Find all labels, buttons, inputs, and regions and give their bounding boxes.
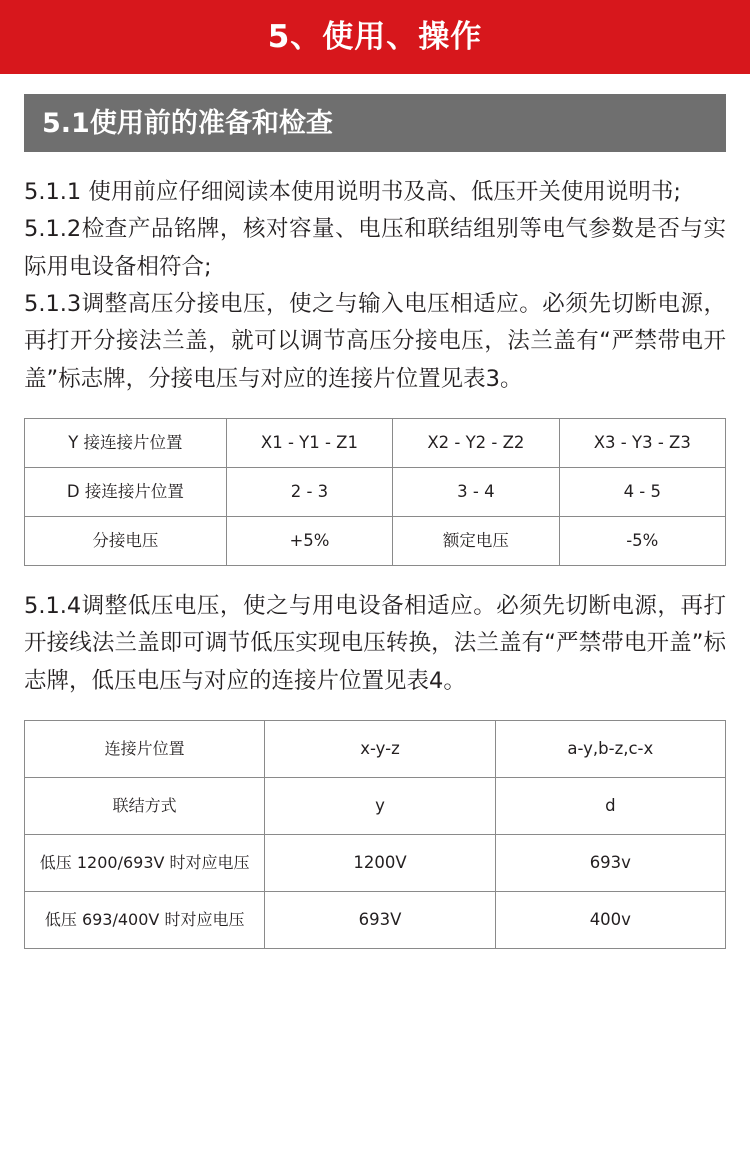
table-cell: y [265, 778, 495, 835]
table-cell: 693v [495, 835, 725, 892]
table-row [25, 892, 726, 949]
table-3 [24, 418, 726, 566]
table-cell: 400v [495, 892, 725, 949]
body-text-block-2 [24, 588, 726, 700]
paragraph-5-1-4: 5.1.4调整低压电压，使之与用电设备相适应。必须先切断电源，再打开接线法兰盖即可调节低压实现电压转换，法兰盖有“严禁带电开盖”标志牌，低压电压与对应的连接片位置见表4。 [24, 593, 726, 694]
table-cell: X1 - Y1 - Z1 [226, 419, 392, 468]
table-cell: 1200V [265, 835, 495, 892]
table-cell: 连接片位置 [25, 721, 265, 778]
table-3-wrapper [24, 418, 726, 566]
table-cell: X2 - Y2 - Z2 [393, 419, 559, 468]
table-cell: a-y,b-z,c-x [495, 721, 725, 778]
paragraph-5-1-1: 5.1.1 使用前应仔细阅读本使用说明书及高、低压开关使用说明书; [24, 179, 681, 205]
table-cell: 693V [265, 892, 495, 949]
table-cell: 联结方式 [25, 778, 265, 835]
table-cell: -5% [559, 517, 725, 566]
chapter-banner [0, 0, 750, 74]
table-row [25, 721, 726, 778]
table-row [25, 835, 726, 892]
table-cell: +5% [226, 517, 392, 566]
table-cell: 3 - 4 [393, 468, 559, 517]
table-cell: D 接连接片位置 [25, 468, 227, 517]
chapter-title: 5、使用、操作 [267, 18, 483, 55]
table-cell: 4 - 5 [559, 468, 725, 517]
table-row [25, 778, 726, 835]
table-cell: d [495, 778, 725, 835]
table-cell: 低压 1200/693V 时对应电压 [25, 835, 265, 892]
body-text-block-1 [24, 174, 726, 398]
section-heading-title: 5.1使用前的准备和检查 [42, 107, 333, 139]
table-cell: 低压 693/400V 时对应电压 [25, 892, 265, 949]
table-cell: x-y-z [265, 721, 495, 778]
table-4-wrapper [24, 720, 726, 949]
table-row [25, 468, 726, 517]
table-cell: 2 - 3 [226, 468, 392, 517]
table-row [25, 419, 726, 468]
paragraph-5-1-3: 5.1.3调整高压分接电压，使之与输入电压相适应。必须先切断电源，再打开分接法兰盖，就可以调节高压分接电压，法兰盖有“严禁带电开盖”标志牌，分接电压与对应的连接片位置见表3。 [24, 291, 726, 392]
section-heading-bar [24, 94, 726, 152]
table-row [25, 517, 726, 566]
table-cell: 分接电压 [25, 517, 227, 566]
table-cell: X3 - Y3 - Z3 [559, 419, 725, 468]
table-cell: Y 接连接片位置 [25, 419, 227, 468]
paragraph-5-1-2: 5.1.2检查产品铭牌，核对容量、电压和联结组别等电气参数是否与实际用电设备相符合; [24, 216, 726, 280]
table-4 [24, 720, 726, 949]
table-cell: 额定电压 [393, 517, 559, 566]
